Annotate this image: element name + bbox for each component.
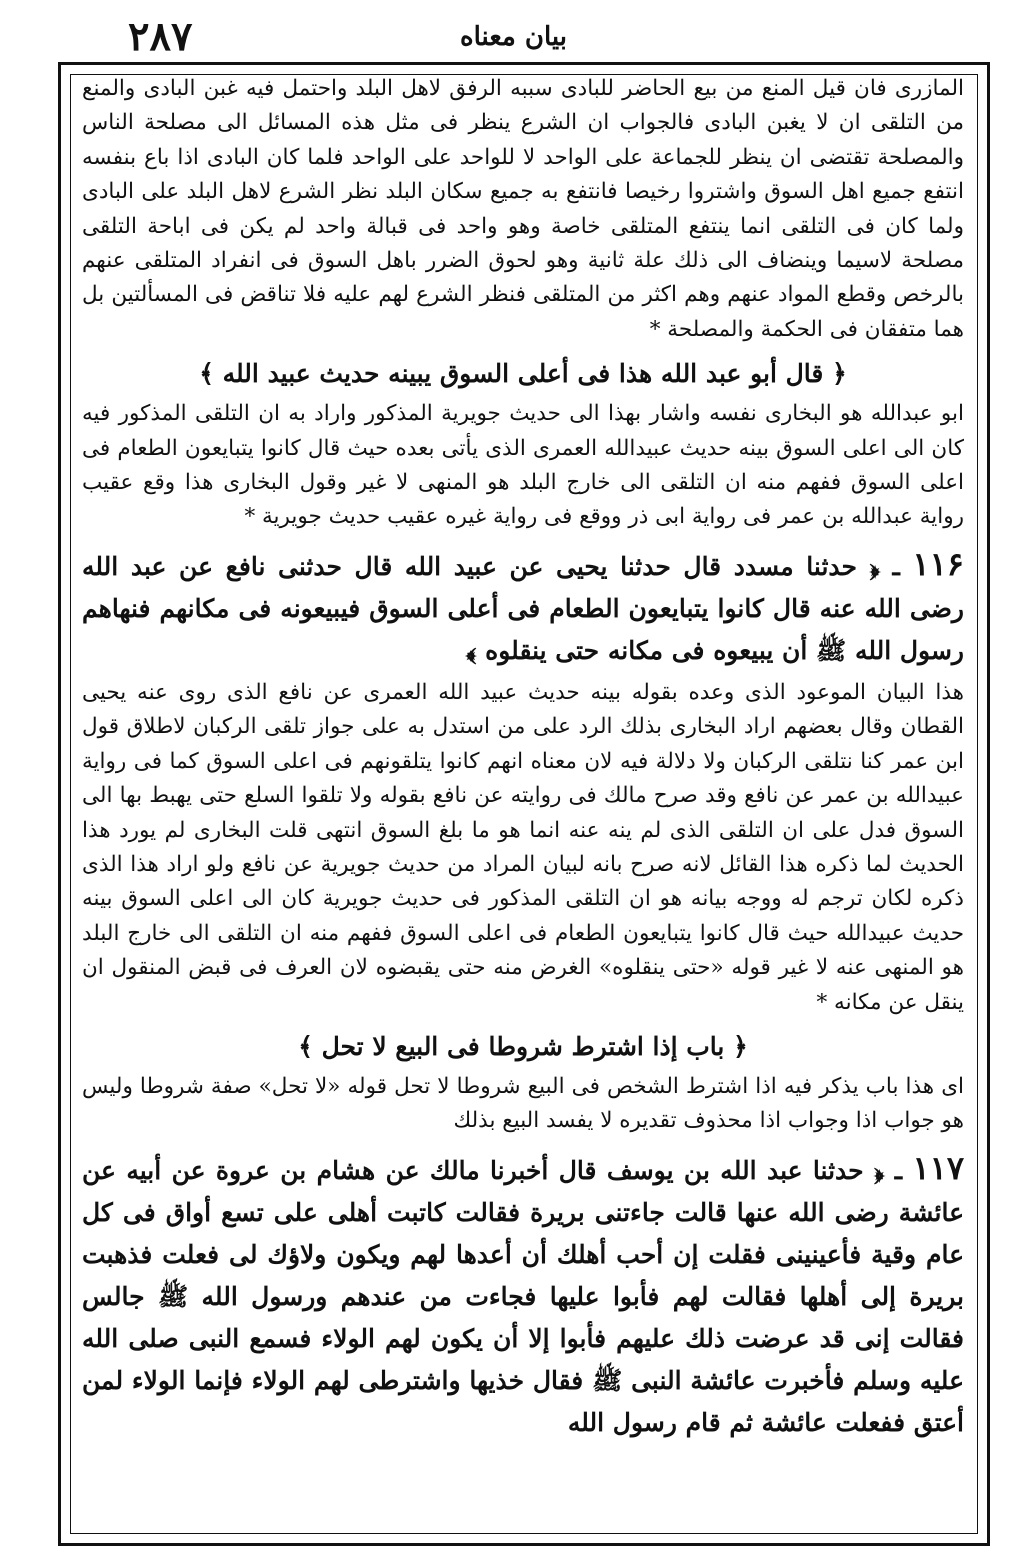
page-number: ۲۸۷	[128, 13, 193, 60]
hadith-number: ۱۱۷	[912, 1148, 964, 1187]
chapter-heading-bukhari-remark: ﴿ قال أبو عبد الله هذا فى أعلى السوق يبينه حديث عبيد الله ﴾	[199, 359, 847, 389]
hadith-117: ۱۱۷ ـ ﴿ حدثنا عبد الله بن يوسف قال أخبرنا مالك عن هشام بن عروة عن أبيه عن عائشة رضى الله عنها قالت جاءتنى بريرة فقالت كاتبت أهلى على تسع أواق فى كل عام وقية فأعينينى فقلت إن أحب أهلك أن أعدها لهم ويكون ولاؤك لى فعلت فذهبت بريرة إلى أهلها فقالت لهم فأبوا عليها فجاءت من عندهم ورسول الله ﷺ جالس فقالت إنى قد عرضت ذلك عليهم فأبوا إلا أن يكون لهم الولاء فسمع النبى صلى الله عليه وسلم فأخبرت عائشة النبى ﷺ فقال خذيها واشترطى لهم الولاء فإنما الولاء لمن أعتق ففعلت عائشة ثم قام رسول الله	[82, 1148, 964, 1437]
page-content	[82, 72, 964, 1532]
hadith-text: حدثنا عبد الله بن يوسف قال أخبرنا مالك عن هشام بن عروة عن أبيه عن عائشة رضى الله عنها قالت جاءتنى بريرة فقالت كاتبت أهلى على تسع أواق فى كل عام وقية فأعينينى فقلت إن أحب أهلك أن أعدها لهم ويكون ولاؤك لى فعلت فذهبت بريرة إلى أهلها فقالت لهم فأبوا عليها فجاءت من عندهم ورسول الله ﷺ جالس فقالت إنى قد عرضت ذلك عليهم فأبوا إلا أن يكون لهم الولاء فسمع النبى صلى الله عليه وسلم فأخبرت عائشة النبى ﷺ فقال خذيها واشترطى لهم الولاء فإنما الولاء لمن أعتق ففعلت عائشة ثم قام رسول الله	[82, 1155, 964, 1437]
mazari-commentary: المازرى فان قيل المنع من بيع الحاضر للبادى سببه الرفق لاهل البلد واحتمل فيه غبن البادى والمنع من التلقى ان لا يغبن البادى فالجواب ان الشرع ينظر فى مثل هذه المسائل الى مصلحة الناس والمصلحة تقتضى ان ينظر للجماعة على الواحد لا للواحد على الواحد فلما كان البادى اذا باع بنفسه انتفع جميع اهل السوق واشتروا رخيصا فانتفع به جميع سكان البلد نظر الشرع لاهل البلد على البادى ولما كان فى التلقى انما ينتفع المتلقى خاصة وهو واحد فى قبالة واحد لم يكن فى اباحة التلقى مصلحة لاسيما وينضاف الى ذلك علة ثانية وهو لحوق الضرر باهل السوق فى انفراد المتلقى عنهم بالرخص وقطع المواد عنهم وهم اكثر من المتلقى فنظر الشرع لهم عليه فلا تناقض فى المسألتين بل هما متفقان فى الحكمة والمصلحة *	[82, 76, 964, 342]
running-title: بيان معناه	[459, 22, 567, 52]
commentary-paragraph-1: ابو عبدالله هو البخارى نفسه واشار بهذا الى حديث جويرية المذكور واراد به ان التلقى المذكور فيه كان الى اعلى السوق بينه حديث عبيدالله العمرى الذى يأتى بعده حيث قال كانوا يتبايعون الطعام فى اعلى السوق ففهم منه ان التلقى الى خارج البلد هو المنهى لا غير وقول البخارى هذا وقع عقيب رواية عبدالله بن عمر فى رواية ابى ذر ووقع فى رواية غيره عقيب حديث جويرية *	[82, 401, 964, 530]
chapter-heading-conditions: ﴿ باب إذا اشترط شروطا فى البيع لا تحل ﴾	[298, 1031, 748, 1061]
page-header	[58, 14, 969, 60]
commentary-paragraph-3: اى هذا باب يذكر فيه اذا اشترط الشخص فى البيع شروطا لا تحل قوله «لا تحل» صفة شروطا وليس هو جواب اذا وجواب اذا محذوف تقديره لا يفسد البيع بذلك	[82, 1073, 964, 1134]
hadith-text: حدثنا مسدد قال حدثنا يحيى عن عبيد الله قال حدثنى نافع عن عبد الله رضى الله عنه قال كانوا يتبايعون الطعام فى أعلى السوق فيبيعونه فى مكانهم فنهاهم رسول الله ﷺ أن يبيعوه فى مكانه حتى ينقلوه ﴾	[82, 551, 964, 665]
hadith-116: ۱۱۶ ـ ﴿ حدثنا مسدد قال حدثنا يحيى عن عبيد الله قال حدثنى نافع عن عبد الله رضى الله عنه قال كانوا يتبايعون الطعام فى أعلى السوق فيبيعونه فى مكانهم فنهاهم رسول الله ﷺ أن يبيعوه فى مكانه حتى ينقلوه ﴾	[82, 544, 964, 665]
commentary-paragraph-2: هذا البيان الموعود الذى وعده بقوله بينه حديث عبيد الله العمرى عن نافع الذى روى عنه يحيى القطان وقال بعضهم اراد البخارى بذلك الرد على من استدل به على جواز تلقى الركبان لاطلاق قول ابن عمر كنا نتلقى الركبان ولا دلالة فيه لان معناه انهم كانوا يتلقونهم فى اعلى السوق كما فى رواية عبيدالله بن عمر عن نافع وقد صرح مالك فى روايته عن نافع بقوله ولا تلقوا السلع حتى يهبط بها الى السوق فدل على ان التلقى الذى لم ينه عنه انما هو ما بلغ السوق انتهى قلت البخارى لم يورد هذا الحديث لما ذكره هذا القائل لانه صرح بانه لبيان المراد من حديث جويرية عن نافع ولو اراد هذا الذى ذكره لكان ترجم له ووجه بيانه هو ان التلقى المذكور فى حديث جويرية كان الى اعلى السوق بينه حديث عبيدالله حيث قال كانوا يتبايعون الطعام فى اعلى السوق ففهم منه ان التلقى الى خارج البلد هو المنهى عنه لا غير قوله «حتى ينقلوه» الغرض منه حتى يقبضوه لان العرف فى قبض المنقول ان ينقل عن مكانه *	[82, 679, 964, 1015]
hadith-number: ۱۱۶	[912, 544, 964, 583]
